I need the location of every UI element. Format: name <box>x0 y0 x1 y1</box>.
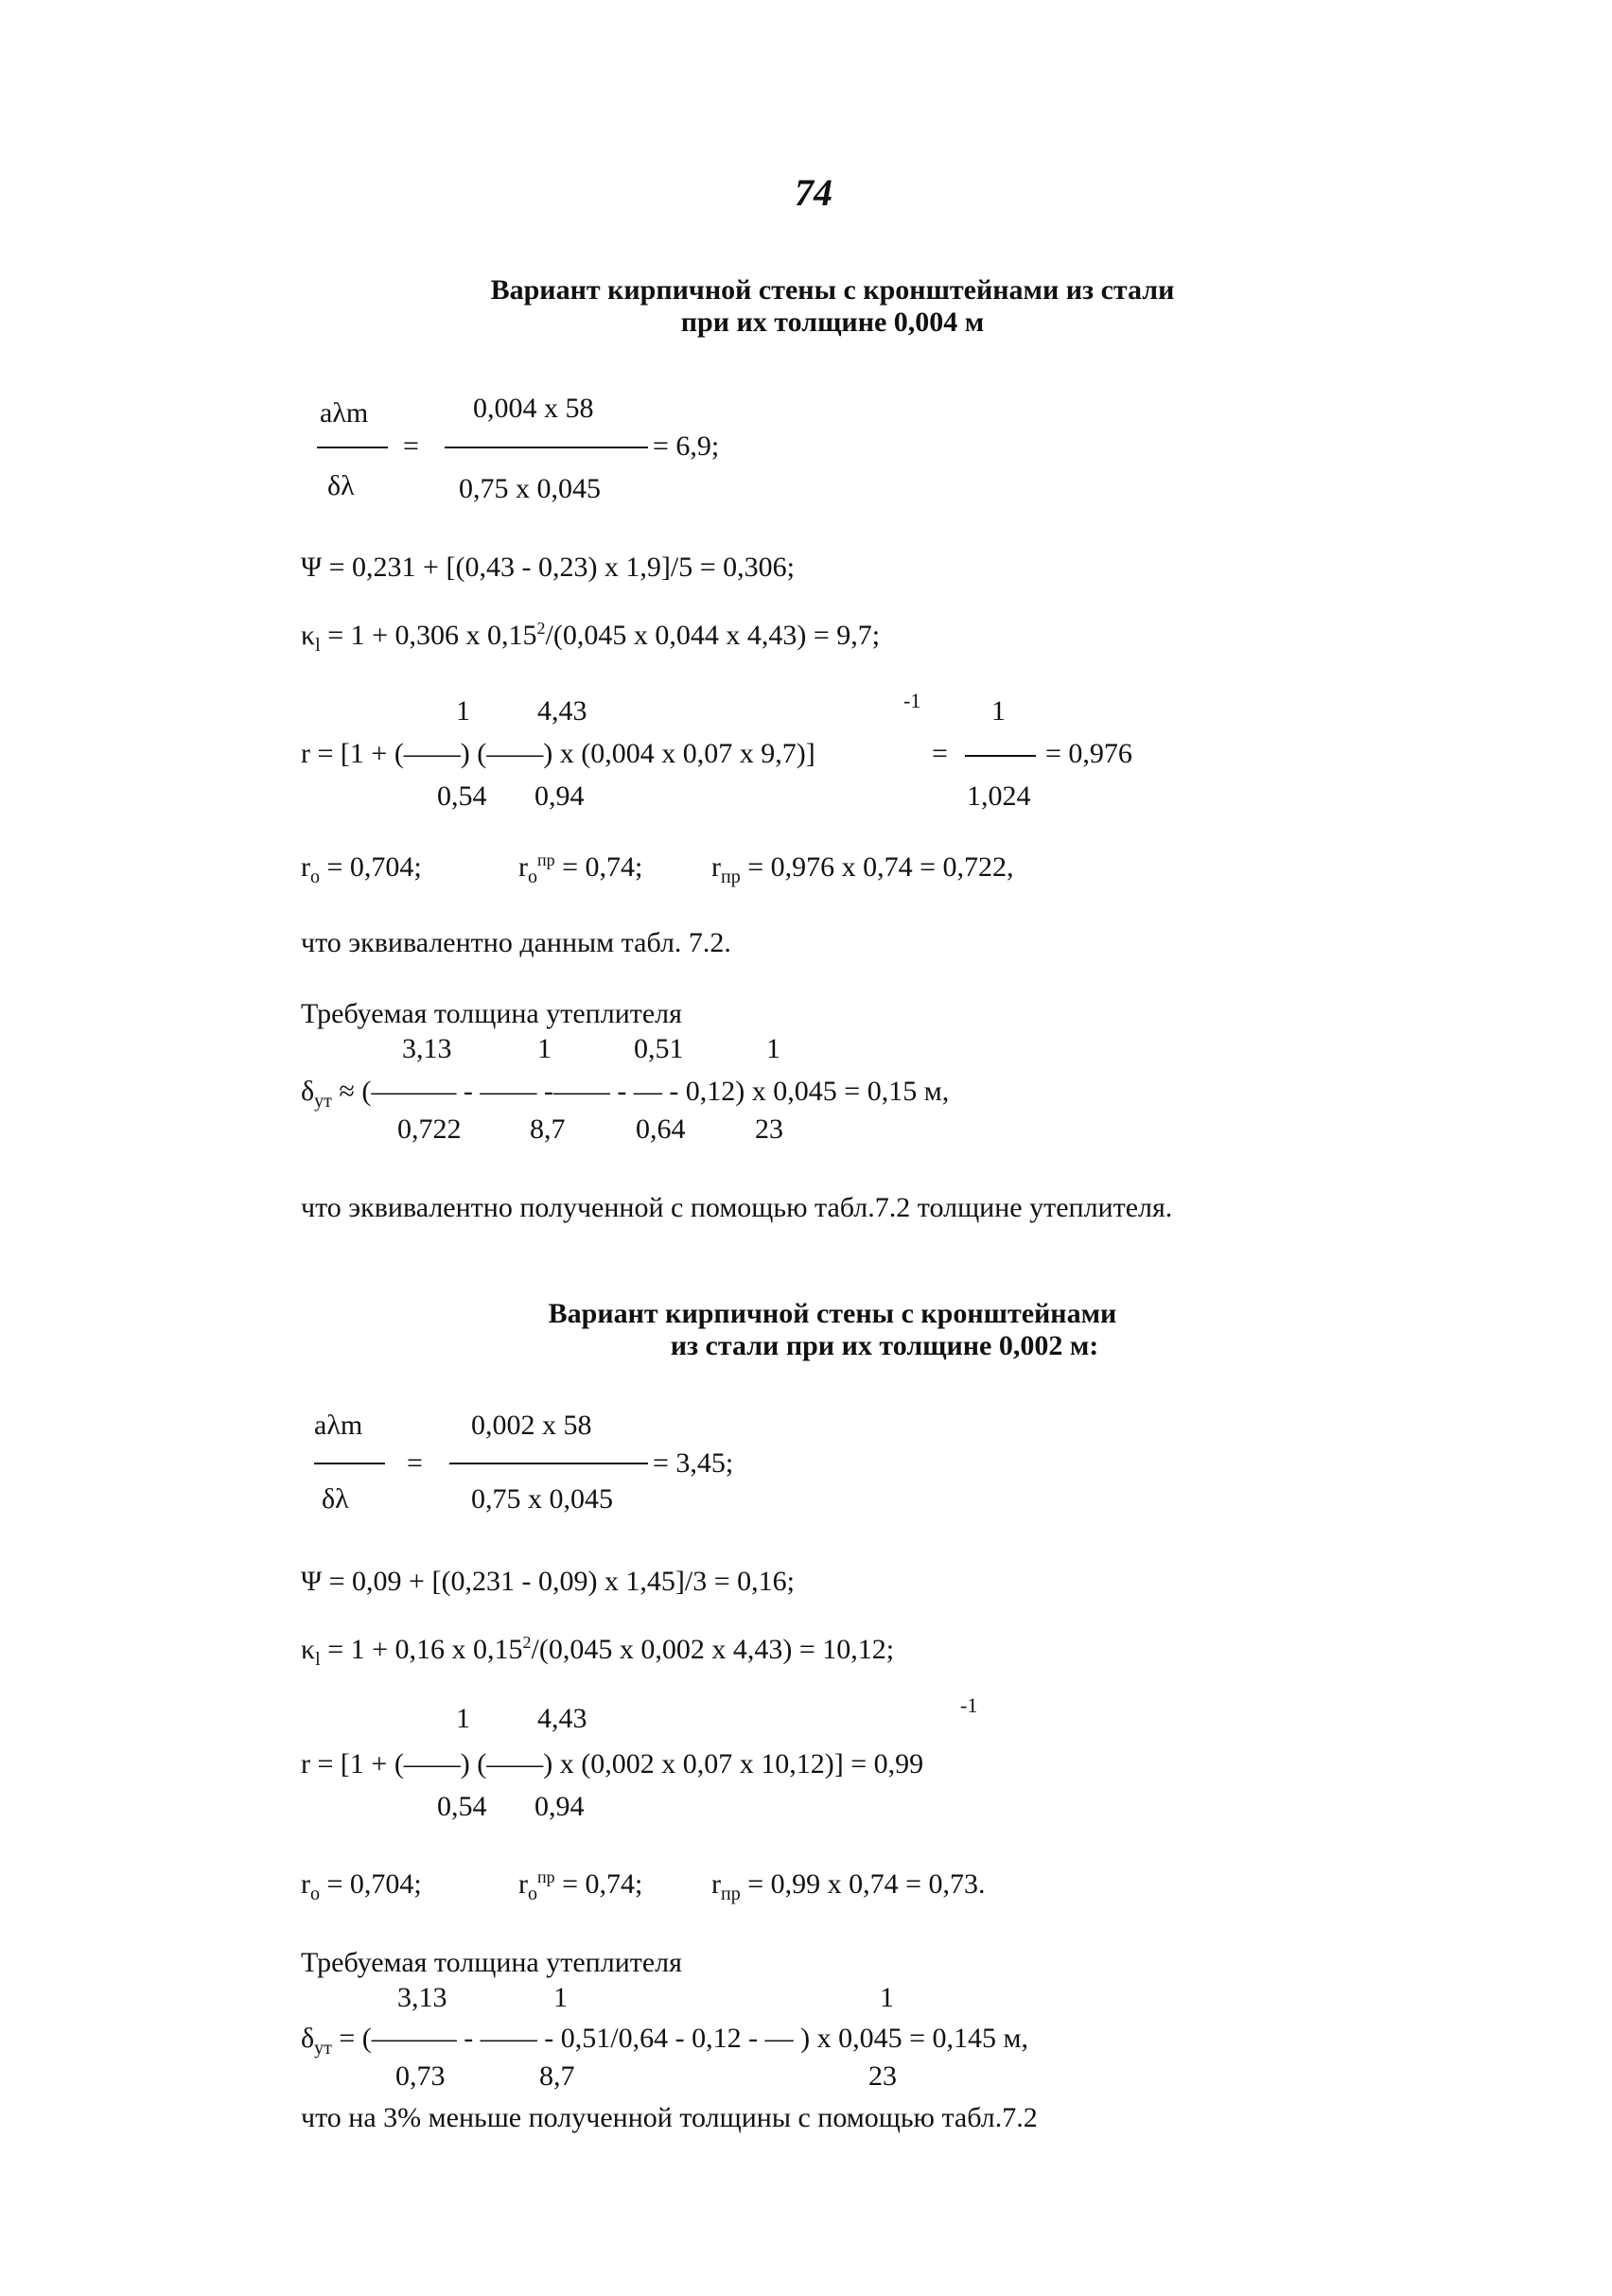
s2-ratio-eq: = <box>407 1447 423 1479</box>
s1-r-den2: 0,94 <box>534 780 585 812</box>
s1-delta-n2: 1 <box>537 1033 552 1064</box>
page-number: 74 <box>795 171 832 214</box>
s2-ro-value: $r_o = 0,704$; <box>301 1868 422 1904</box>
s2-delta-d4: 23 <box>868 2060 897 2092</box>
s2-ro-pr-value: $r_o^{пр} = 0,74$; <box>518 1867 643 1904</box>
section2-heading-line2: из стали при их толщине 0,002 м: <box>670 1330 1099 1361</box>
s1-r-num3: 1 <box>991 695 1006 727</box>
s2-rpr-value: $r_{пр} = 0,99$ x 0,74 = 0,73. <box>711 1868 986 1904</box>
s1-ratio-result: = 6,9; <box>653 430 720 462</box>
s1-required-title: Требуемая толщина утеплителя <box>301 998 682 1029</box>
s1-ratio-num-left: aλm <box>320 397 369 429</box>
s2-delta-n2: 1 <box>553 1982 568 2013</box>
s2-r-num1: 1 <box>456 1703 470 1734</box>
s2-delta-main: $\delta_{ут}$ = (——— - —— - 0,51/0,64 - 0,12 - — ) x 0,045 = 0,145 м, <box>301 2023 1028 2059</box>
s1-r-exp: -1 <box>903 689 921 712</box>
s2-ratio-den-right: 0,75 x 0,045 <box>471 1483 613 1515</box>
s2-required-title: Требуемая толщина утеплителя <box>301 1947 682 1978</box>
s2-ratio-result: = 3,45; <box>653 1447 734 1479</box>
s1-r-den3: 1,024 <box>967 780 1031 812</box>
s1-r-den1: 0,54 <box>437 780 487 812</box>
s1-r-result: = 0,976 <box>1045 738 1132 769</box>
s2-psi-formula: Ψ = 0,09 + [(0,231 - 0,09) x 1,45]/3 = 0,16; <box>301 1566 796 1597</box>
s1-delta-n1: 3,13 <box>402 1033 452 1064</box>
s2-delta-d2: 8,7 <box>539 2060 575 2092</box>
s1-note: что эквивалентно данным табл. 7.2. <box>301 927 731 958</box>
s1-r-bar3 <box>965 755 1036 757</box>
s2-r-den2: 0,94 <box>534 1791 585 1822</box>
s1-r-num2: 4,43 <box>537 695 587 727</box>
s2-r-den1: 0,54 <box>437 1791 487 1822</box>
s2-delta-n4: 1 <box>880 1982 894 2013</box>
s2-r-exp: -1 <box>960 1693 978 1717</box>
s1-r-main: r = [1 + (——) (——) x (0,004 x 0,07 x 9,7)] <box>301 738 815 769</box>
s2-delta-n1: 3,13 <box>397 1982 447 2013</box>
s2-ratio-num-right: 0,002 x 58 <box>471 1410 592 1441</box>
s1-delta-d1: 0,722 <box>397 1113 462 1145</box>
section2-heading <box>407 1298 1258 1362</box>
s1-conclusion: что эквивалентно полученной с помощью табл.7.2 толщине утеплителя. <box>301 1192 1173 1223</box>
s1-ratio-den-left: δλ <box>327 470 355 501</box>
s1-ro-value: $r_o = 0,704$; <box>301 851 422 887</box>
s1-delta-d3: 0,64 <box>636 1113 686 1145</box>
s2-delta-d1: 0,73 <box>395 2060 446 2092</box>
s1-ro-pr-value: $r_o^{пр} = 0,74$; <box>518 850 643 887</box>
s1-delta-n3: 0,51 <box>634 1033 684 1064</box>
s1-ratio-bar-right <box>445 447 648 448</box>
s1-rpr-value: $r_{пр} = 0,976$ x 0,74 = 0,722, <box>711 851 1014 887</box>
section1-heading <box>359 274 1305 339</box>
s2-conclusion: что на 3% меньше полученной толщины с помощью табл.7.2 <box>301 2102 1038 2133</box>
s1-ratio-den-right: 0,75 x 0,045 <box>459 473 601 504</box>
s1-delta-d4: 23 <box>755 1113 783 1145</box>
s1-ratio-eq: = <box>403 430 419 462</box>
s1-k-formula: $\kappa_l = 1 + 0,306$ x 0,15$^2$/(0,045 x 0,044 x 4,43) = 9,7; <box>301 619 881 656</box>
s2-ratio-bar-right <box>449 1463 648 1464</box>
s1-delta-d2: 8,7 <box>530 1113 566 1145</box>
s2-k-formula: $\kappa_l = 1 + 0,16$ x 0,15$^2$/(0,045 x 0,002 x 4,43) = 10,12; <box>301 1633 895 1670</box>
s1-ratio-bar-left <box>317 447 388 448</box>
s2-ratio-num-left: aλm <box>314 1410 363 1441</box>
s1-r-eq: = <box>932 738 948 769</box>
section2-heading-line1: Вариант кирпичной стены с кронштейнами <box>548 1298 1117 1329</box>
section1-heading-line2: при их толщине 0,004 м <box>680 307 985 338</box>
s2-r-num2: 4,43 <box>537 1703 587 1734</box>
s2-ratio-bar-left <box>314 1463 385 1464</box>
s1-delta-main: $\delta_{ут}$ ≈ (——— - —— -—— - — - 0,12) x 0,045 = 0,15 м, <box>301 1076 950 1112</box>
s2-ratio-den-left: δλ <box>322 1483 349 1515</box>
s1-ratio-num-right: 0,004 x 58 <box>473 393 594 424</box>
s1-delta-n4: 1 <box>766 1033 780 1064</box>
s2-r-main: r = [1 + (——) (——) x (0,002 x 0,07 x 10,12)] = 0,99 <box>301 1748 924 1779</box>
section1-heading-line1: Вариант кирпичной стены с кронштейнами из стали <box>490 274 1175 306</box>
s1-psi-formula: Ψ = 0,231 + [(0,43 - 0,23) x 1,9]/5 = 0,306; <box>301 552 796 583</box>
s1-r-num1: 1 <box>456 695 470 727</box>
